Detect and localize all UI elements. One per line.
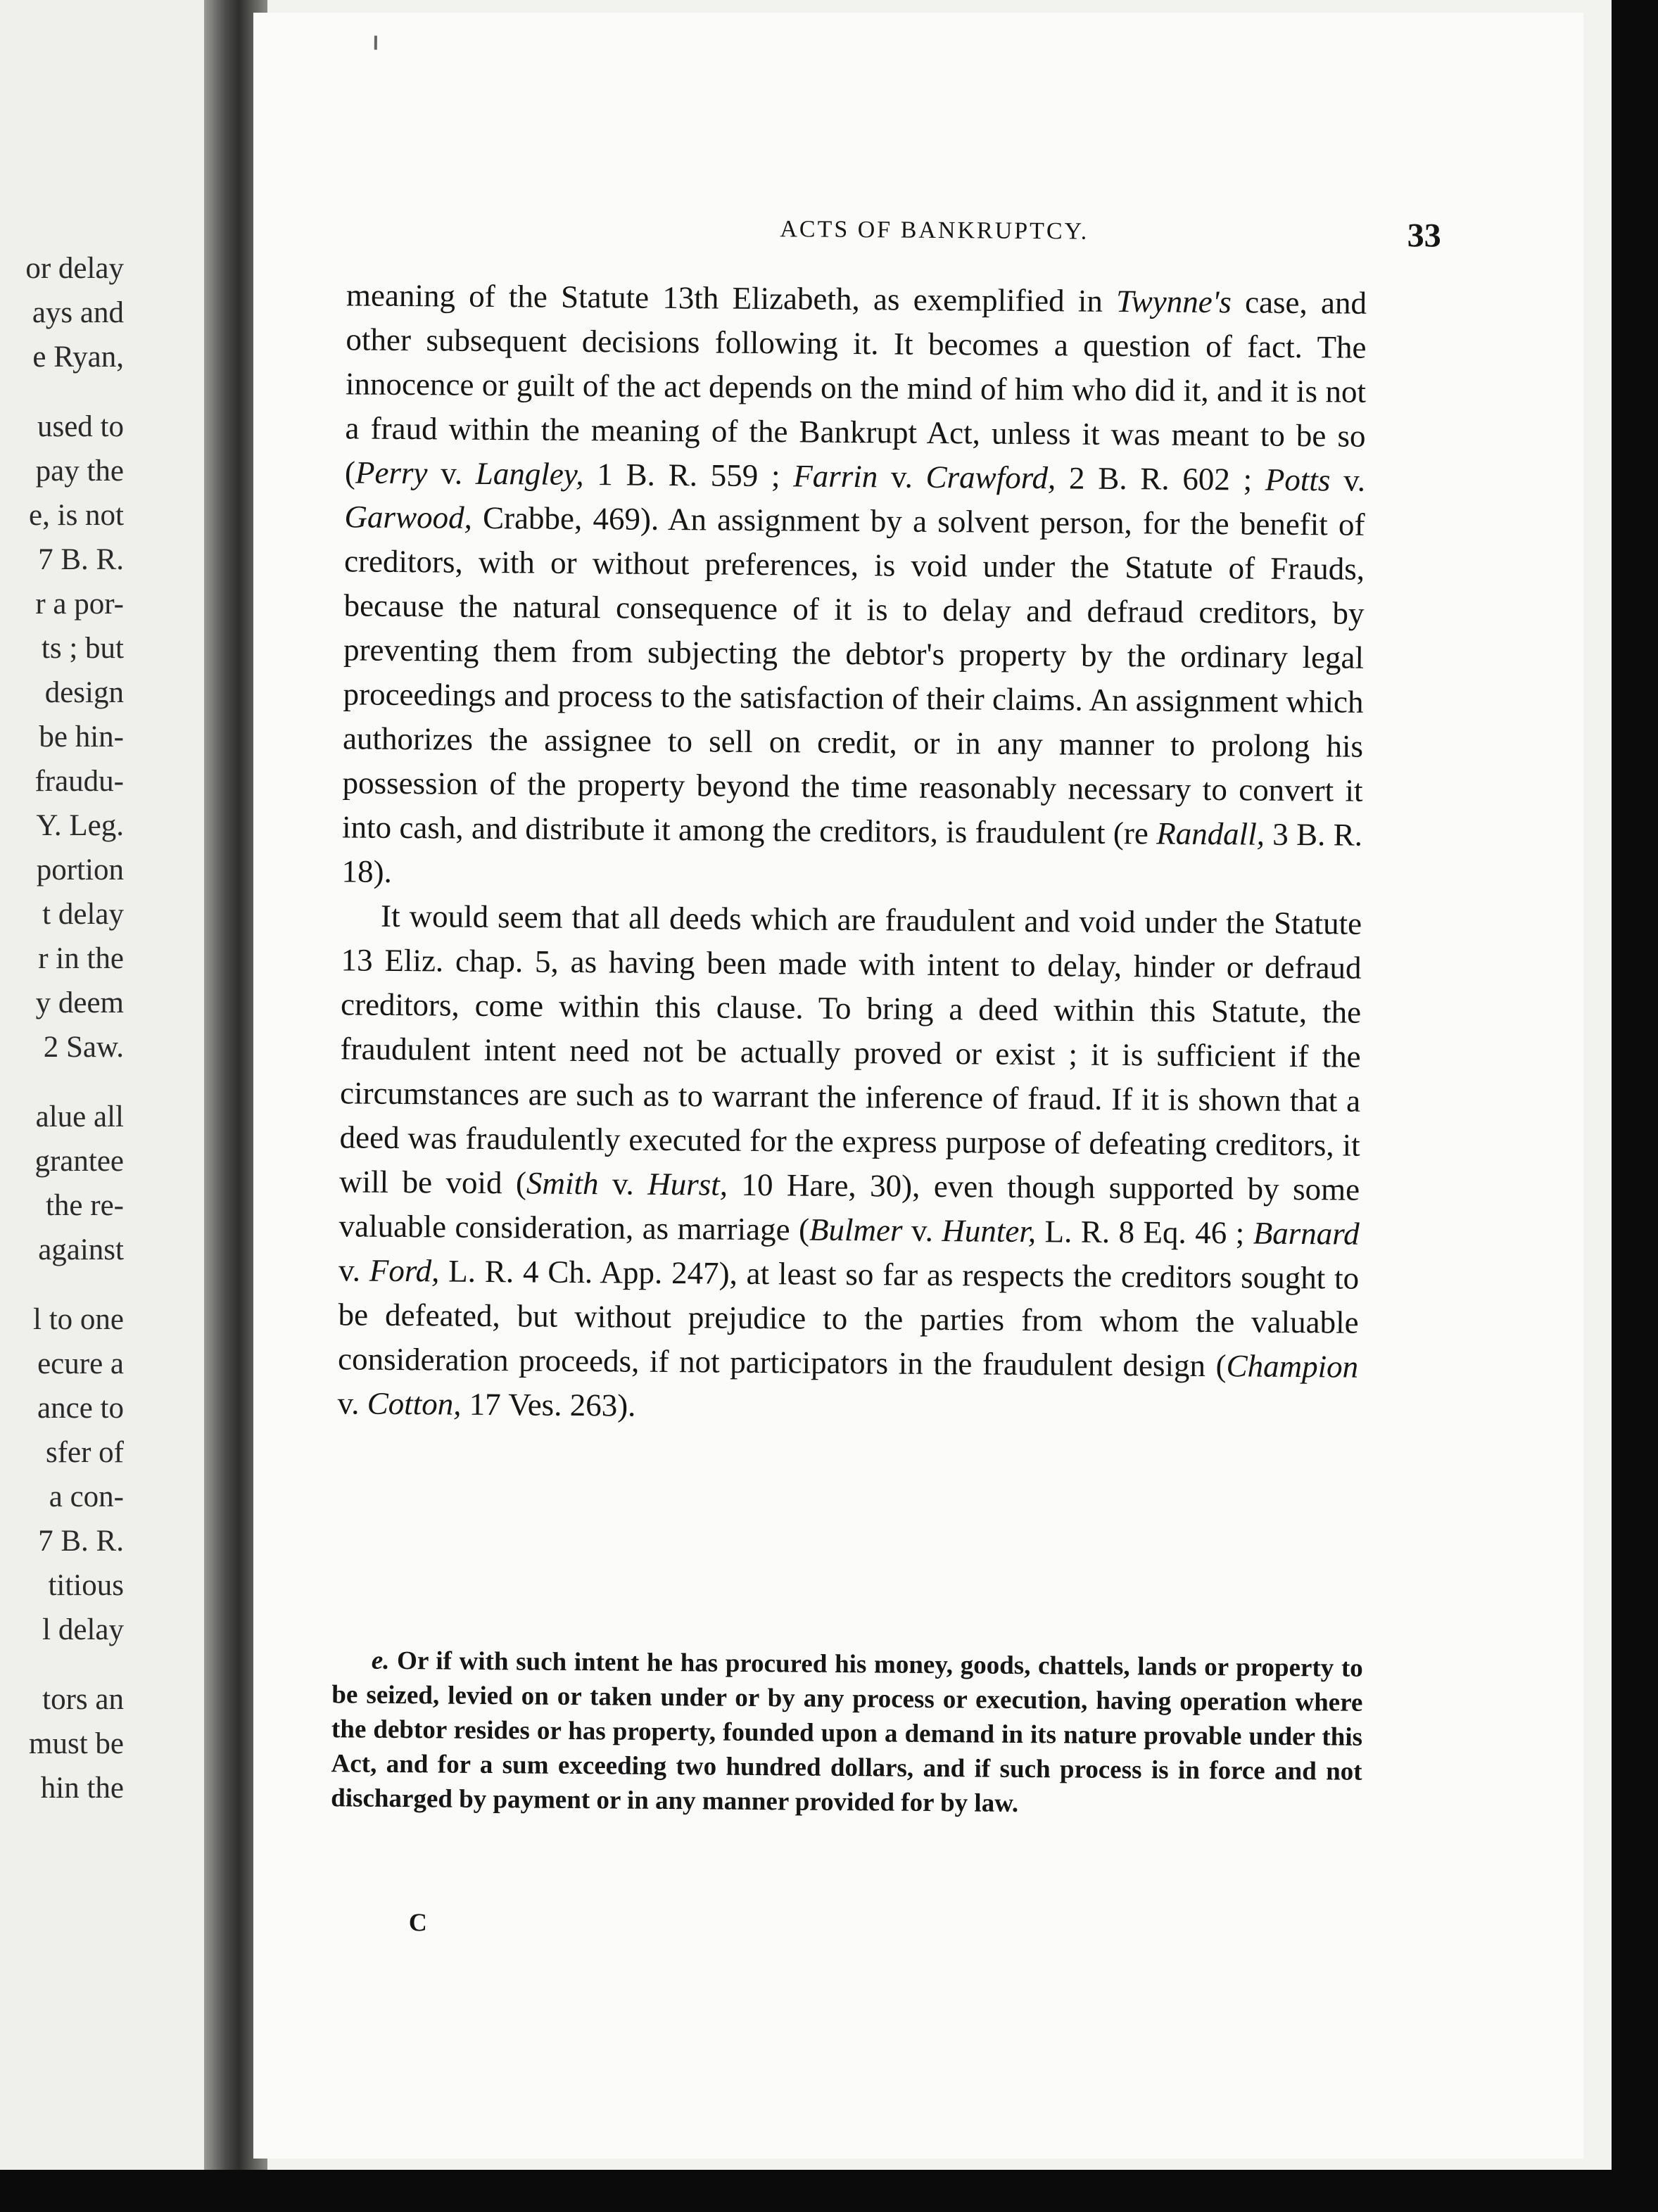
facing-page-line	[25, 1652, 124, 1677]
facing-page-line	[25, 379, 124, 405]
facing-page-line: l to one	[33, 1303, 124, 1336]
facing-page-line: ts ; but	[41, 632, 124, 665]
facing-page-line: must be	[29, 1727, 124, 1760]
facing-page-line: ance to	[37, 1392, 124, 1425]
running-head: ACTS OF BANKRUPTCY.	[780, 216, 1089, 245]
facing-page-line: be hin-	[39, 720, 124, 754]
page	[253, 13, 1583, 2159]
clause-text: Or if with such intent he has procured his money, goods, chattels, lands or property to be seized, levied on or taken under or by any process or execution, having operation where the debtor resides or has property, founded upon a demand in its nature provable under this Act, and for a sum exceeding two hundred dollars, and if such process is in force and not discharged by payment or in any manner provided for by law.	[331, 1646, 1363, 1818]
facing-page-line	[25, 1272, 124, 1297]
facing-page-line: t delay	[42, 898, 124, 931]
scan-border-bottom	[0, 2170, 1658, 2212]
facing-page-line	[25, 1069, 124, 1095]
facing-page-line: e Ryan,	[32, 341, 124, 374]
facing-page-line: 7 B. R.	[38, 1525, 124, 1558]
printer-signature: C	[408, 1908, 428, 1937]
scan-border-right	[1612, 0, 1658, 2212]
facing-page-line: used to	[37, 410, 124, 443]
scan-speck	[374, 36, 377, 50]
facing-page-line: alue all	[35, 1100, 124, 1133]
facing-page-line: r in the	[38, 942, 124, 975]
facing-page-line: portion	[36, 853, 124, 886]
facing-page-line: design	[44, 676, 124, 709]
paragraph-2: It would seem that all deeds which are fraudulent and void under the Statute 13 Eliz. chap. 5, as having been made with intent to delay, hinder or defraud creditors, come within this clause. To bring a deed within this Statute, the fraudulent intent need not be actually proved or exist ; it is sufficient if the circumstances are such as to warrant the inference of fraud. If it is shown that a deed was fraudulently executed for the express purpose of defeating creditors, it will be void (Smith v. Hurst, 10 Hare, 30), even though supported by some valuable consideration, as marriage (Bulmer v. Hunter, L. R. 8 Eq. 46 ; Barnard v. Ford, L. R. 4 Ch. App. 247), at least so far as respects the creditors sought to be defeated, but without prejudice to the parties from whom the valuable consideration proceeds, if not participators in the fraudulent design (Champion v. Cotton, 17 Ves. 263).	[337, 898, 1362, 1423]
facing-page-line: y deem	[35, 986, 124, 1019]
facing-page-line: tors an	[42, 1683, 124, 1716]
facing-page-line: 2 Saw.	[43, 1031, 124, 1064]
facing-page-line: pay the	[35, 455, 124, 488]
paragraph-1: meaning of the Statute 13th Elizabeth, as exemplified in Twynne's case, and other subsequent decisions following it. It becomes a question of fact. The innocence or guilt of the act depends on the mind of him who did it, and it is not a fraud within the meaning of the Bankrupt Act, unless it was meant to be so (Perry v. Langley, 1 B. R. 559 ; Farrin v. Crawford, 2 B. R. 602 ; Potts v. Garwood, Crabbe, 469). An assignment by a solvent person, for the benefit of creditors, with or without preferences, is void under the Statute of Frauds, because the natural consequence of it is to delay and defraud creditors, by preventing them from subjecting the debtor's property by the ordinary legal proceedings and process to the satisfaction of their claims. An assignment which authorizes the assignee to sell on credit, or in any manner to prolong his possession of the property beyond the time reasonably necessary to convert it into cash, and distribute it among the creditors, is fraudulent (re Randall, 3 B. R. 18).	[341, 277, 1367, 889]
page-number: 33	[1407, 217, 1441, 255]
facing-page-line: ays and	[32, 296, 124, 329]
facing-page-line: ecure a	[37, 1347, 124, 1380]
clause-label: e.	[371, 1646, 390, 1675]
facing-page-line: fraudu-	[34, 765, 124, 798]
body-text	[337, 273, 1367, 1433]
facing-page-line: 7 B. R.	[38, 543, 124, 576]
facing-page-line: against	[38, 1233, 124, 1266]
facing-page-line: titious	[48, 1569, 124, 1602]
facing-page-line: or delay	[25, 252, 124, 285]
facing-page-text	[25, 246, 124, 1810]
facing-page-line: hin the	[40, 1772, 124, 1805]
facing-page-line: e, is not	[29, 499, 124, 532]
facing-page-left	[0, 0, 211, 2170]
facing-page-line: sfer of	[45, 1436, 124, 1469]
facing-page-line: l delay	[42, 1613, 124, 1646]
facing-page-line: Y. Leg.	[36, 809, 124, 842]
statute-clause-e	[331, 1643, 1363, 1823]
facing-page-line: the re-	[45, 1189, 124, 1222]
facing-page-line: a con-	[49, 1480, 124, 1513]
facing-page-line: grantee	[34, 1145, 124, 1178]
facing-page-line: r a por-	[35, 587, 124, 621]
